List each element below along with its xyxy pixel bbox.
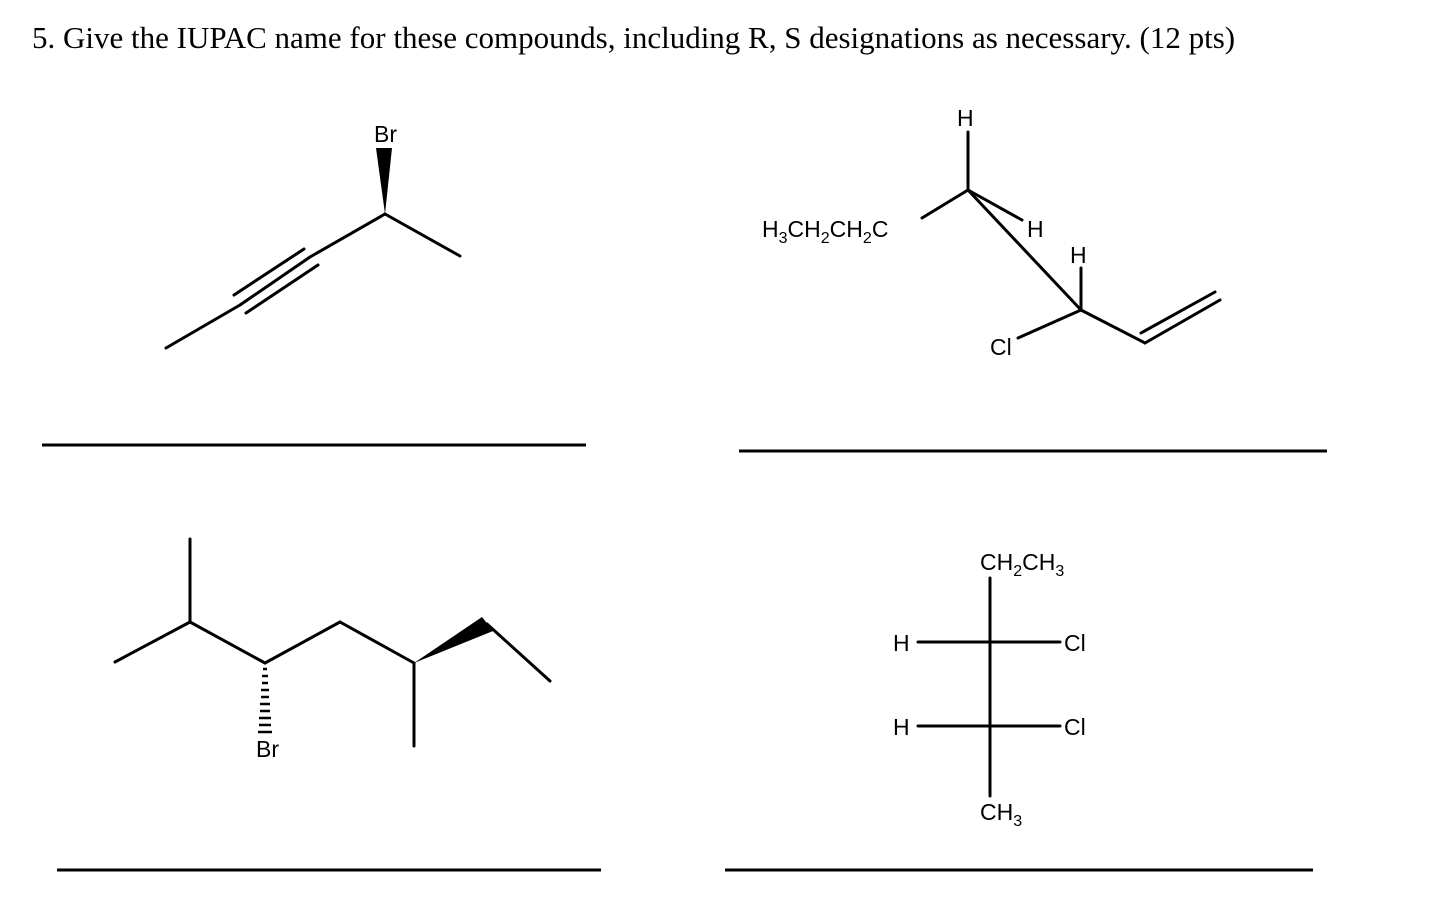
atom-cl-lower: Cl — [1064, 714, 1086, 740]
propyl-group-label: $H_3CH_2CH_2C$ — [762, 216, 889, 247]
bond-propyl-c3 — [922, 190, 968, 218]
bond-c4-c5 — [340, 622, 414, 663]
bond-c3-h-mid — [968, 190, 1022, 220]
bond-c3-c4 — [968, 190, 1081, 310]
molecule-3 — [115, 539, 550, 762]
atom-br: Br — [256, 736, 279, 762]
wedge-bond — [414, 617, 493, 663]
atom-h-lower: H — [893, 714, 910, 740]
molecule-4-fischer — [893, 549, 1086, 830]
molecule-1 — [166, 121, 460, 348]
bond-methyl-left — [115, 622, 190, 662]
atom-h-top: H — [957, 105, 974, 131]
atom-cl-upper: Cl — [1064, 630, 1086, 656]
atom-h-upper: H — [893, 630, 910, 656]
bond-c4-cl — [1018, 310, 1081, 338]
bond-c4-vinyl — [1081, 310, 1145, 343]
bond-c3-c4 — [265, 622, 340, 663]
bond-ethyl-end — [487, 624, 550, 681]
hash-bond — [258, 669, 272, 732]
bond-methyl — [166, 305, 240, 348]
bond-alkyne-stereocenter — [310, 214, 385, 257]
triple-bond — [234, 249, 318, 313]
question-text: 5. Give the IUPAC name for these compounds, including R, S designations as necessary. (12 pts) — [32, 20, 1236, 55]
atom-cl: Cl — [990, 334, 1012, 360]
group-top-ethyl: $CH_2CH_3$ — [980, 549, 1065, 580]
vinyl-double-bond — [1141, 292, 1220, 343]
wedge-bond — [376, 148, 392, 214]
molecule-2 — [762, 105, 1220, 360]
group-bottom-methyl: $CH_3$ — [980, 799, 1023, 830]
atom-br: Br — [374, 121, 397, 147]
atom-h-mid: H — [1027, 216, 1044, 242]
atom-h-right: H — [1070, 242, 1087, 268]
bond-methyl-right — [385, 214, 460, 256]
bond-c2-c3 — [190, 622, 265, 663]
